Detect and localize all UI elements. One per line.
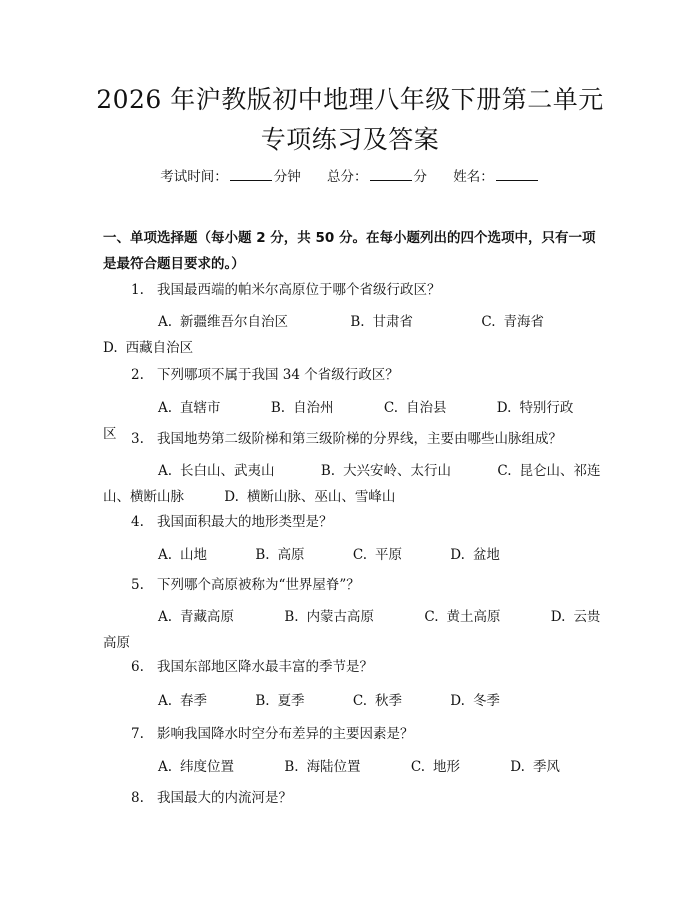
question-text: 下列哪个高原被称为“世界屋脊”？	[157, 577, 360, 593]
question-1-options	[103, 309, 603, 361]
question-text: 我国最西端的帕米尔高原位于哪个省级行政区？	[157, 282, 441, 298]
option-d[interactable]: D. 冬季	[450, 693, 500, 709]
document-title	[0, 80, 700, 160]
option-c[interactable]: C. 地形	[410, 759, 460, 775]
option-d[interactable]: D. 盆地	[450, 547, 500, 563]
question-1: 1. 我国最西端的帕米尔高原位于哪个省级行政区？	[131, 282, 441, 298]
question-text: 下列哪项不属于我国 34 个省级行政区？	[157, 367, 399, 383]
question-3-options	[103, 458, 603, 510]
option-d[interactable]: D. 西藏自治区	[103, 340, 194, 356]
question-text: 我国面积最大的地形类型是？	[157, 514, 333, 530]
option-a[interactable]: A. 青藏高原	[158, 609, 235, 625]
option-b[interactable]: B. 内蒙古高原	[284, 609, 375, 625]
question-text: 影响我国降水时空分布差异的主要因素是？	[157, 726, 414, 742]
question-7-options	[103, 754, 603, 780]
question-6-options	[103, 688, 603, 714]
question-7: 7. 影响我国降水时空分布差异的主要因素是？	[131, 726, 414, 742]
question-text: 我国地势第二级阶梯和第三级阶梯的分界线，主要由哪些山脉组成？	[157, 431, 562, 447]
option-c[interactable]: C. 自治县	[383, 400, 447, 416]
option-c[interactable]: C. 平原	[352, 547, 402, 563]
name-blank[interactable]	[496, 168, 538, 181]
question-2: 2. 下列哪项不属于我国 34 个省级行政区？	[131, 367, 399, 383]
option-d[interactable]: D. 横断山脉、巫山、雪峰山	[224, 489, 396, 505]
question-text: 我国东部地区降水最丰富的季节是？	[157, 659, 373, 675]
option-b[interactable]: B. 海陆位置	[284, 759, 361, 775]
option-c[interactable]: C. 昆仑山、祁连山、横断山脉	[103, 463, 601, 505]
option-d[interactable]: D. 特别行政区	[103, 400, 574, 442]
time-blank[interactable]	[230, 168, 272, 181]
question-8: 8. 我国最大的内流河是？	[131, 790, 292, 806]
title-line-1: 2026 年沪教版初中地理八年级下册第二单元	[96, 85, 604, 114]
option-a[interactable]: A. 山地	[158, 547, 208, 563]
section-heading: 一、单项选择题（每小题 2 分，共 50 分。在每小题列出的四个选项中，只有一项是最符合题目要求的。）	[103, 230, 596, 272]
question-text: 我国最大的内流河是？	[157, 790, 292, 806]
option-b[interactable]: B. 自治州	[270, 400, 334, 416]
total-score: 总分： 分	[327, 169, 427, 185]
option-a[interactable]: A. 新疆维吾尔自治区	[158, 314, 289, 330]
option-c[interactable]: C. 青海省	[481, 314, 544, 330]
question-3: 3. 我国地势第二级阶梯和第三级阶梯的分界线，主要由哪些山脉组成？	[131, 431, 562, 447]
student-name: 姓名：	[453, 169, 540, 185]
option-a[interactable]: A. 长白山、武夷山	[158, 463, 275, 479]
exam-time: 考试时间： 分钟	[160, 169, 301, 185]
question-5: 5. 下列哪个高原被称为“世界屋脊”？	[131, 577, 360, 593]
option-c[interactable]: C. 秋季	[352, 693, 402, 709]
option-b[interactable]: B. 大兴安岭、太行山	[320, 463, 452, 479]
option-b[interactable]: B. 夏季	[255, 693, 305, 709]
question-6: 6. 我国东部地区降水最丰富的季节是？	[131, 659, 373, 675]
exam-info-line	[0, 166, 700, 188]
option-a[interactable]: A. 直辖市	[158, 400, 221, 416]
option-b[interactable]: B. 甘肃省	[350, 314, 414, 330]
option-b[interactable]: B. 高原	[255, 547, 305, 563]
option-c[interactable]: C. 黄土高原	[424, 609, 501, 625]
title-line-2: 专项练习及答案	[260, 125, 440, 154]
question-5-options	[103, 604, 603, 656]
option-d[interactable]: D. 云贵高原	[103, 609, 601, 651]
option-d[interactable]: D. 季风	[510, 759, 560, 775]
score-blank[interactable]	[370, 168, 412, 181]
question-4-options	[103, 542, 603, 568]
option-a[interactable]: A. 纬度位置	[158, 759, 235, 775]
option-a[interactable]: A. 春季	[158, 693, 208, 709]
question-4: 4. 我国面积最大的地形类型是？	[131, 514, 333, 530]
